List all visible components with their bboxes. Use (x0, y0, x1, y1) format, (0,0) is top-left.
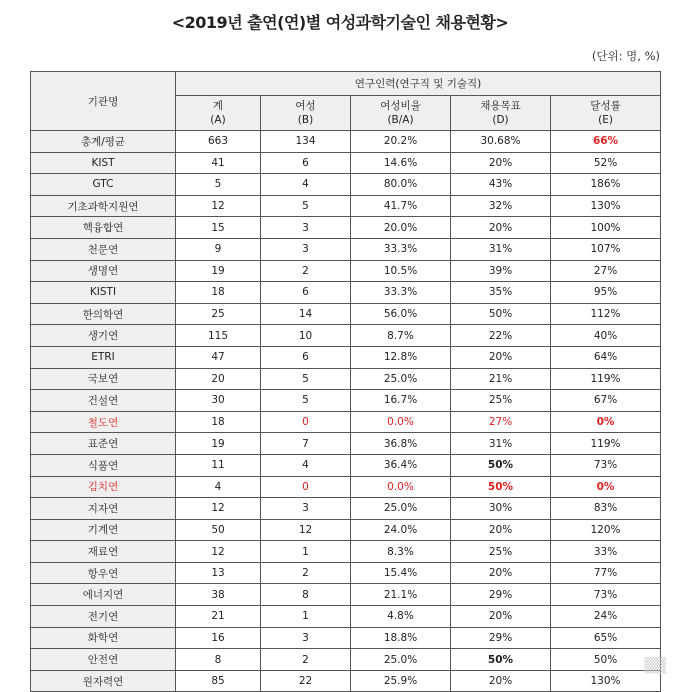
ratio-cell: 33.3% (351, 282, 451, 304)
table-row (31, 217, 661, 239)
target-cell: 50% (451, 454, 551, 476)
total-cell: 25 (176, 303, 261, 325)
ratio-cell: 41.7% (351, 195, 451, 217)
table-row (31, 368, 661, 390)
achievement-cell: 100% (551, 217, 661, 239)
women-cell: 1 (261, 606, 351, 628)
header-women-label: 여성 (295, 100, 316, 112)
institution-cell: KIST (31, 152, 176, 174)
achievement-cell: 73% (551, 454, 661, 476)
women-cell: 22 (261, 670, 351, 692)
total-cell: 663 (176, 131, 261, 153)
institution-cell: 천문연 (31, 238, 176, 260)
table-row (31, 131, 661, 153)
achievement-cell: 77% (551, 562, 661, 584)
table-row (31, 606, 661, 628)
ratio-cell: 15.4% (351, 562, 451, 584)
table-row (31, 670, 661, 692)
institution-cell: 화학연 (31, 627, 176, 649)
ratio-cell: 25.0% (351, 649, 451, 671)
table-row (31, 325, 661, 347)
institution-cell: 식품연 (31, 454, 176, 476)
institution-cell: GTC (31, 174, 176, 196)
header-total-label: 계 (212, 100, 224, 112)
achievement-cell: 67% (551, 390, 661, 412)
ratio-cell: 36.4% (351, 454, 451, 476)
total-cell: 115 (176, 325, 261, 347)
target-cell: 25% (451, 390, 551, 412)
women-cell: 3 (261, 498, 351, 520)
women-cell: 6 (261, 346, 351, 368)
achievement-cell: 130% (551, 195, 661, 217)
table-row (31, 649, 661, 671)
table-row (31, 562, 661, 584)
total-cell: 13 (176, 562, 261, 584)
total-cell: 30 (176, 390, 261, 412)
women-cell: 4 (261, 174, 351, 196)
header-research-staff: 연구인력(연구직 및 기술직) (176, 72, 661, 96)
target-cell: 30% (451, 498, 551, 520)
ratio-cell: 25.0% (351, 498, 451, 520)
target-cell: 31% (451, 238, 551, 260)
ratio-cell: 33.3% (351, 238, 451, 260)
ratio-cell: 0.0% (351, 411, 451, 433)
target-cell: 21% (451, 368, 551, 390)
total-cell: 12 (176, 541, 261, 563)
women-cell: 2 (261, 649, 351, 671)
total-cell: 16 (176, 627, 261, 649)
women-cell: 6 (261, 282, 351, 304)
women-cell: 5 (261, 195, 351, 217)
total-cell: 8 (176, 649, 261, 671)
achievement-cell: 119% (551, 433, 661, 455)
institution-cell: 국보연 (31, 368, 176, 390)
institution-cell: 원자력연 (31, 670, 176, 692)
women-cell: 5 (261, 368, 351, 390)
achievement-cell: 186% (551, 174, 661, 196)
table-row (31, 346, 661, 368)
achievement-cell: 24% (551, 606, 661, 628)
watermark: ▒▒ (644, 658, 666, 674)
target-cell: 32% (451, 195, 551, 217)
total-cell: 12 (176, 498, 261, 520)
achievement-cell: 0% (551, 476, 661, 498)
women-cell: 3 (261, 627, 351, 649)
women-cell: 7 (261, 433, 351, 455)
ratio-cell: 12.8% (351, 346, 451, 368)
women-cell: 10 (261, 325, 351, 347)
ratio-cell: 24.0% (351, 519, 451, 541)
total-cell: 5 (176, 174, 261, 196)
table-body (31, 131, 661, 692)
achievement-cell: 40% (551, 325, 661, 347)
recruitment-table (30, 71, 661, 692)
institution-cell: 생기연 (31, 325, 176, 347)
target-cell: 35% (451, 282, 551, 304)
header-women-code: (B) (297, 114, 314, 126)
total-cell: 18 (176, 411, 261, 433)
header-institution: 기관명 (31, 72, 176, 131)
total-cell: 20 (176, 368, 261, 390)
total-cell: 21 (176, 606, 261, 628)
institution-cell: 안전연 (31, 649, 176, 671)
total-cell: 12 (176, 195, 261, 217)
header-total (176, 96, 261, 131)
header-target-label: 채용목표 (480, 100, 521, 112)
unit-note: (단위: 명, %) (591, 49, 660, 63)
table-row (31, 454, 661, 476)
target-cell: 29% (451, 584, 551, 606)
achievement-cell: 66% (551, 131, 661, 153)
ratio-cell: 25.9% (351, 670, 451, 692)
women-cell: 14 (261, 303, 351, 325)
total-cell: 11 (176, 454, 261, 476)
women-cell: 12 (261, 519, 351, 541)
ratio-cell: 21.1% (351, 584, 451, 606)
total-cell: 15 (176, 217, 261, 239)
women-cell: 0 (261, 476, 351, 498)
ratio-cell: 20.0% (351, 217, 451, 239)
table-row (31, 498, 661, 520)
target-cell: 20% (451, 346, 551, 368)
target-cell: 20% (451, 152, 551, 174)
institution-cell: 총계/평균 (31, 131, 176, 153)
achievement-cell: 83% (551, 498, 661, 520)
table-row (31, 476, 661, 498)
header-target (451, 96, 551, 131)
institution-cell: 전기연 (31, 606, 176, 628)
achievement-cell: 95% (551, 282, 661, 304)
header-achievement (551, 96, 661, 131)
women-cell: 8 (261, 584, 351, 606)
institution-cell: 재료연 (31, 541, 176, 563)
target-cell: 20% (451, 217, 551, 239)
institution-cell: 핵융합연 (31, 217, 176, 239)
target-cell: 25% (451, 541, 551, 563)
target-cell: 50% (451, 303, 551, 325)
target-cell: 20% (451, 670, 551, 692)
table-row (31, 260, 661, 282)
table-row (31, 627, 661, 649)
ratio-cell: 16.7% (351, 390, 451, 412)
table-row (31, 541, 661, 563)
target-cell: 27% (451, 411, 551, 433)
ratio-cell: 18.8% (351, 627, 451, 649)
header-women (261, 96, 351, 131)
ratio-cell: 36.8% (351, 433, 451, 455)
table-row (31, 303, 661, 325)
achievement-cell: 33% (551, 541, 661, 563)
target-cell: 20% (451, 562, 551, 584)
total-cell: 85 (176, 670, 261, 692)
institution-cell: 표준연 (31, 433, 176, 455)
table-row (31, 519, 661, 541)
total-cell: 4 (176, 476, 261, 498)
target-cell: 50% (451, 476, 551, 498)
women-cell: 1 (261, 541, 351, 563)
target-cell: 39% (451, 260, 551, 282)
institution-cell: 생명연 (31, 260, 176, 282)
ratio-cell: 0.0% (351, 476, 451, 498)
total-cell: 41 (176, 152, 261, 174)
women-cell: 5 (261, 390, 351, 412)
target-cell: 50% (451, 649, 551, 671)
ratio-cell: 80.0% (351, 174, 451, 196)
table-row (31, 238, 661, 260)
women-cell: 2 (261, 562, 351, 584)
achievement-cell: 52% (551, 152, 661, 174)
institution-cell: 지자연 (31, 498, 176, 520)
header-women-ratio (351, 96, 451, 131)
women-cell: 4 (261, 454, 351, 476)
institution-cell: 김치연 (31, 476, 176, 498)
achievement-cell: 64% (551, 346, 661, 368)
ratio-cell: 25.0% (351, 368, 451, 390)
achievement-cell: 73% (551, 584, 661, 606)
table-row (31, 174, 661, 196)
ratio-cell: 56.0% (351, 303, 451, 325)
women-cell: 3 (261, 238, 351, 260)
total-cell: 19 (176, 433, 261, 455)
header-women-ratio-code: (B/A) (387, 114, 414, 126)
women-cell: 2 (261, 260, 351, 282)
total-cell: 47 (176, 346, 261, 368)
page-title: <2019년 출연(연)별 여성과학기술인 채용현황> (171, 13, 509, 32)
header-women-ratio-label: 여성비율 (380, 100, 421, 112)
header-achievement-label: 달성률 (590, 100, 621, 112)
target-cell: 20% (451, 606, 551, 628)
institution-cell: 에너지연 (31, 584, 176, 606)
institution-cell: ETRI (31, 346, 176, 368)
achievement-cell: 112% (551, 303, 661, 325)
achievement-cell: 120% (551, 519, 661, 541)
institution-cell: 한의학연 (31, 303, 176, 325)
women-cell: 6 (261, 152, 351, 174)
achievement-cell: 27% (551, 260, 661, 282)
target-cell: 22% (451, 325, 551, 347)
target-cell: 43% (451, 174, 551, 196)
ratio-cell: 8.3% (351, 541, 451, 563)
women-cell: 3 (261, 217, 351, 239)
table-row (31, 195, 661, 217)
target-cell: 31% (451, 433, 551, 455)
header-target-code: (D) (492, 114, 509, 126)
target-cell: 20% (451, 519, 551, 541)
table-row (31, 282, 661, 304)
total-cell: 38 (176, 584, 261, 606)
women-cell: 0 (261, 411, 351, 433)
achievement-cell: 0% (551, 411, 661, 433)
achievement-cell: 50% (551, 649, 661, 671)
target-cell: 30.68% (451, 131, 551, 153)
table-row (31, 411, 661, 433)
table-row (31, 584, 661, 606)
institution-cell: 항우연 (31, 562, 176, 584)
ratio-cell: 4.8% (351, 606, 451, 628)
total-cell: 18 (176, 282, 261, 304)
table-row (31, 390, 661, 412)
institution-cell: 기계연 (31, 519, 176, 541)
total-cell: 50 (176, 519, 261, 541)
achievement-cell: 130% (551, 670, 661, 692)
achievement-cell: 119% (551, 368, 661, 390)
achievement-cell: 107% (551, 238, 661, 260)
ratio-cell: 14.6% (351, 152, 451, 174)
institution-cell: 기초과학지원연 (31, 195, 176, 217)
institution-cell: 건설연 (31, 390, 176, 412)
total-cell: 19 (176, 260, 261, 282)
ratio-cell: 8.7% (351, 325, 451, 347)
ratio-cell: 10.5% (351, 260, 451, 282)
total-cell: 9 (176, 238, 261, 260)
achievement-cell: 65% (551, 627, 661, 649)
target-cell: 29% (451, 627, 551, 649)
institution-cell: KISTI (31, 282, 176, 304)
institution-cell: 철도연 (31, 411, 176, 433)
table-row (31, 152, 661, 174)
table-row (31, 433, 661, 455)
ratio-cell: 20.2% (351, 131, 451, 153)
header-total-code: (A) (210, 114, 226, 126)
header-achievement-code: (E) (598, 114, 613, 126)
women-cell: 134 (261, 131, 351, 153)
